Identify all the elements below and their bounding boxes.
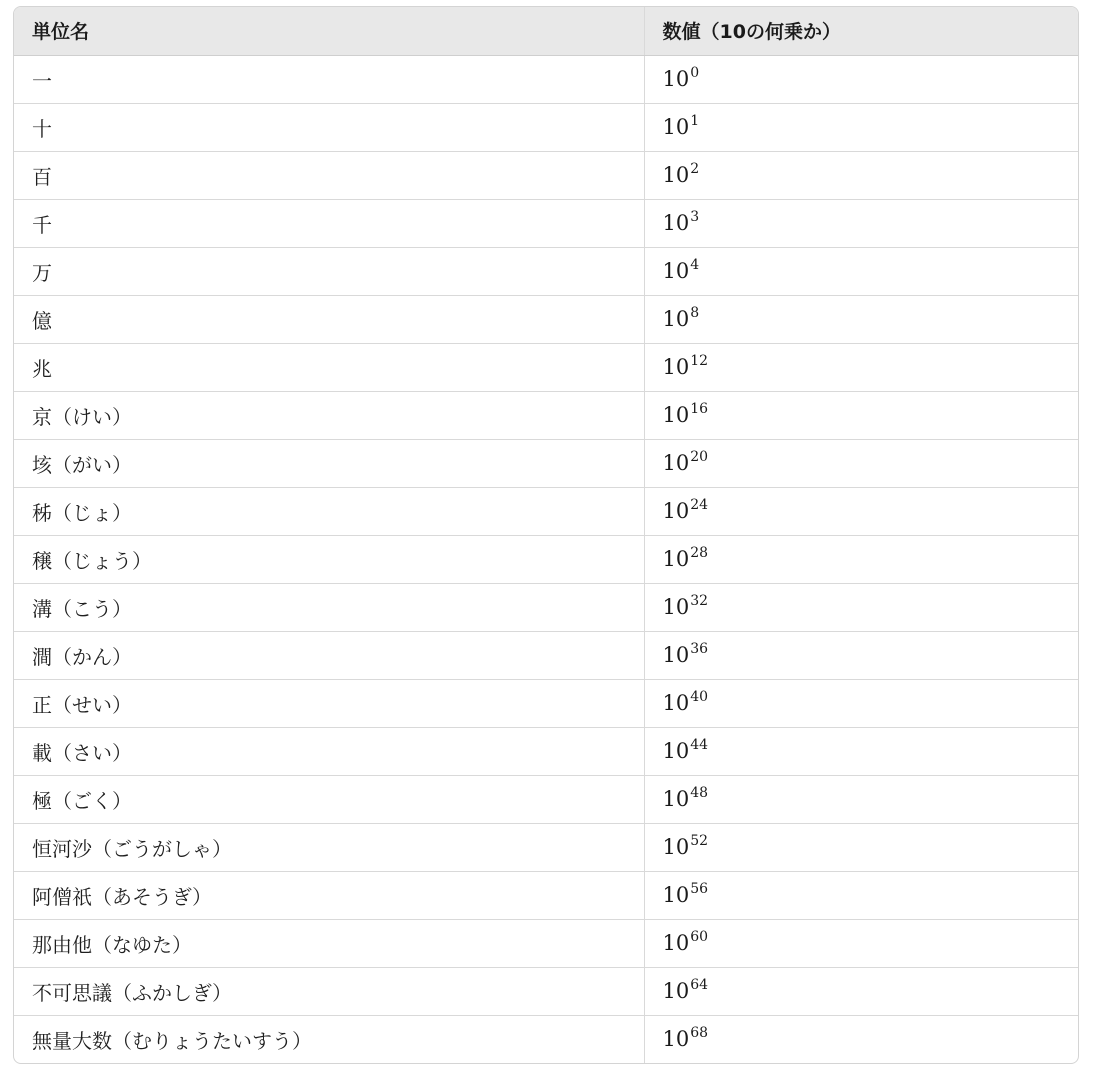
power-exponent: 32 xyxy=(690,593,709,609)
power-value-cell xyxy=(644,967,1078,1015)
table-row xyxy=(14,487,1078,535)
power-exponent: 52 xyxy=(690,833,709,849)
table-row xyxy=(14,391,1078,439)
power-value-cell xyxy=(644,823,1078,871)
power-exponent: 24 xyxy=(690,497,709,513)
power-base: 10 xyxy=(662,931,690,955)
power-value-cell xyxy=(644,343,1078,391)
unit-name-cell: 載（さい） xyxy=(14,727,644,775)
number-units-table-container xyxy=(13,6,1079,1064)
power-exponent: 36 xyxy=(690,641,709,657)
power-base: 10 xyxy=(662,883,690,907)
unit-name-cell: 秭（じょ） xyxy=(14,487,644,535)
power-exponent: 3 xyxy=(690,209,700,225)
power-base: 10 xyxy=(662,787,690,811)
table-header-row xyxy=(14,7,1078,55)
table-row xyxy=(14,535,1078,583)
unit-name-cell: 不可思議（ふかしぎ） xyxy=(14,967,644,1015)
power-value-cell xyxy=(644,247,1078,295)
power-value-cell xyxy=(644,199,1078,247)
unit-name-cell: 百 xyxy=(14,151,644,199)
power-value-cell xyxy=(644,1015,1078,1063)
table-row xyxy=(14,919,1078,967)
power-value-cell xyxy=(644,775,1078,823)
power-exponent: 4 xyxy=(690,257,700,273)
power-exponent: 48 xyxy=(690,785,709,801)
table-row xyxy=(14,583,1078,631)
power-base: 10 xyxy=(662,163,690,187)
power-base: 10 xyxy=(662,547,690,571)
power-exponent: 56 xyxy=(690,881,709,897)
table-row xyxy=(14,103,1078,151)
power-exponent: 40 xyxy=(690,689,709,705)
power-value-cell xyxy=(644,295,1078,343)
power-value-cell xyxy=(644,919,1078,967)
unit-name-cell: 億 xyxy=(14,295,644,343)
table-row xyxy=(14,631,1078,679)
number-units-table xyxy=(14,7,1078,1063)
power-base: 10 xyxy=(662,355,690,379)
power-value-cell xyxy=(644,151,1078,199)
power-base: 10 xyxy=(662,115,690,139)
unit-name-cell: 正（せい） xyxy=(14,679,644,727)
power-base: 10 xyxy=(662,307,690,331)
unit-name-cell: 千 xyxy=(14,199,644,247)
power-value-cell xyxy=(644,487,1078,535)
power-value-cell xyxy=(644,55,1078,103)
power-value-cell xyxy=(644,727,1078,775)
table-row xyxy=(14,439,1078,487)
power-exponent: 60 xyxy=(690,929,709,945)
power-exponent: 12 xyxy=(690,353,709,369)
unit-name-cell: 溝（こう） xyxy=(14,583,644,631)
power-exponent: 0 xyxy=(690,65,700,81)
unit-name-cell: 十 xyxy=(14,103,644,151)
unit-name-cell: 京（けい） xyxy=(14,391,644,439)
power-base: 10 xyxy=(662,259,690,283)
power-base: 10 xyxy=(662,739,690,763)
unit-name-cell: 極（ごく） xyxy=(14,775,644,823)
unit-name-cell: 一 xyxy=(14,55,644,103)
power-exponent: 20 xyxy=(690,449,709,465)
column-header-value: 数値（10の何乗か） xyxy=(644,7,1078,55)
power-base: 10 xyxy=(662,1027,690,1052)
table-row xyxy=(14,55,1078,103)
power-exponent: 2 xyxy=(690,161,700,177)
table-row xyxy=(14,199,1078,247)
unit-name-cell: 阿僧祇（あそうぎ） xyxy=(14,871,644,919)
power-value-cell xyxy=(644,679,1078,727)
unit-name-cell: 澗（かん） xyxy=(14,631,644,679)
power-exponent: 16 xyxy=(690,401,709,417)
power-exponent: 28 xyxy=(690,545,709,561)
power-exponent: 1 xyxy=(690,113,700,129)
power-value-cell xyxy=(644,103,1078,151)
power-exponent: 68 xyxy=(690,1025,709,1042)
power-value-cell xyxy=(644,439,1078,487)
power-exponent: 44 xyxy=(690,737,709,753)
power-base: 10 xyxy=(662,643,690,667)
power-base: 10 xyxy=(662,67,690,91)
power-value-cell xyxy=(644,583,1078,631)
unit-name-cell: 万 xyxy=(14,247,644,295)
power-value-cell xyxy=(644,535,1078,583)
table-row xyxy=(14,1015,1078,1063)
power-base: 10 xyxy=(662,499,690,523)
table-row xyxy=(14,247,1078,295)
power-base: 10 xyxy=(662,691,690,715)
unit-name-cell: 無量大数（むりょうたいすう） xyxy=(32,1028,312,1053)
power-value-cell xyxy=(644,871,1078,919)
table-row xyxy=(14,823,1078,871)
table-row xyxy=(14,151,1078,199)
power-base: 10 xyxy=(662,595,690,619)
table-row xyxy=(14,967,1078,1015)
power-exponent: 8 xyxy=(690,305,700,321)
table-row xyxy=(14,679,1078,727)
table-row xyxy=(14,727,1078,775)
table-row xyxy=(14,775,1078,823)
unit-name-cell: 垓（がい） xyxy=(14,439,644,487)
power-base: 10 xyxy=(662,979,690,1003)
table-row xyxy=(14,343,1078,391)
power-base: 10 xyxy=(662,403,690,427)
power-exponent: 64 xyxy=(690,977,709,993)
table-row xyxy=(14,871,1078,919)
power-base: 10 xyxy=(662,211,690,235)
power-value-cell xyxy=(644,631,1078,679)
power-base: 10 xyxy=(662,451,690,475)
table-row xyxy=(14,295,1078,343)
unit-name-cell: 穣（じょう） xyxy=(14,535,644,583)
unit-name-cell: 那由他（なゆた） xyxy=(14,919,644,967)
unit-name-cell: 兆 xyxy=(14,343,644,391)
column-header-unit: 単位名 xyxy=(14,7,644,55)
power-base: 10 xyxy=(662,835,690,859)
unit-name-cell: 恒河沙（ごうがしゃ） xyxy=(14,823,644,871)
power-value-cell xyxy=(644,391,1078,439)
